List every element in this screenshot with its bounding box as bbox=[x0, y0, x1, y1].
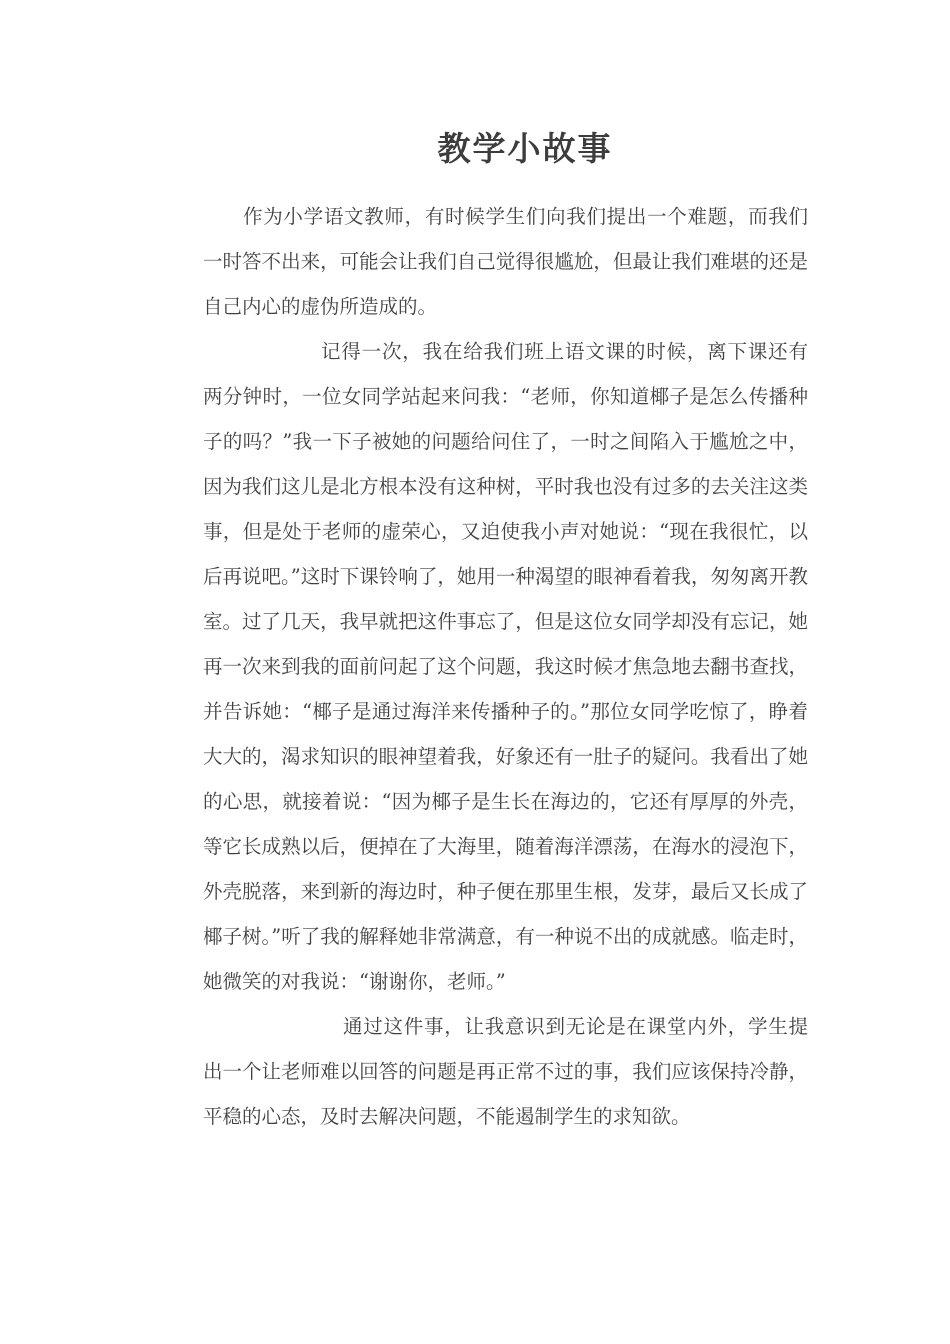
document-title: 教学小故事 bbox=[437, 129, 613, 168]
paragraph-intro: 作为小学语文教师，有时候学生们向我们提出一个难题，而我们一时答不出来，可能会让我们自己觉得很尴尬，但最让我们难堪的还是自己内心的虚伪所造成的。 bbox=[203, 205, 808, 318]
paragraph-conclusion: 通过这件事，让我意识到无论是在课堂内外，学生提出一个让老师难以回答的问题是再正常不过的事，我们应该保持冷静，平稳的心态，及时去解决问题，不能遏制学生的求知欲。 bbox=[203, 1015, 808, 1128]
paragraph-story: 记得一次，我在给我们班上语文课的时候，离下课还有两分钟时，一位女同学站起来问我：“老师，你知道椰子是怎么传播种子的吗？”我一下子被她的问题给问住了，一时之间陷入于尴尬之中，因为我们这儿是北方根本没有这种树，平时我也没有过多的去关注这类事，但是处于老师的虚荣心，又迫使我小声对她说：“现在我很忙，以后再说吧。”这时下课铃响了，她用一种渴望的眼神看着我，匆匆离开教室。过了几天，我早就把这件事忘了，但是这位女同学却没有忘记，她再一次来到我的面前问起了这个问题，我这时候才焦急地去翻书查找，并告诉她：“椰子是通过海洋来传播种子的。”那位女同学吃惊了，睁着大大的，渴求知识的眼神望着我，好象还有一肚子的疑问。我看出了她的心思，就接着说：“因为椰子是生长在海边的，它还有厚厚的外壳，等它长成熟以后，便掉在了大海里，随着海洋漂荡，在海水的浸泡下，外壳脱落，来到新的海边时，种子便在那里生根，发芽，最后又长成了椰子树。”听了我的解释她非常满意，有一种说不出的成就感。临走时，她微笑的对我说：“谢谢你，老师。” bbox=[203, 340, 808, 993]
document-body bbox=[203, 194, 808, 1139]
